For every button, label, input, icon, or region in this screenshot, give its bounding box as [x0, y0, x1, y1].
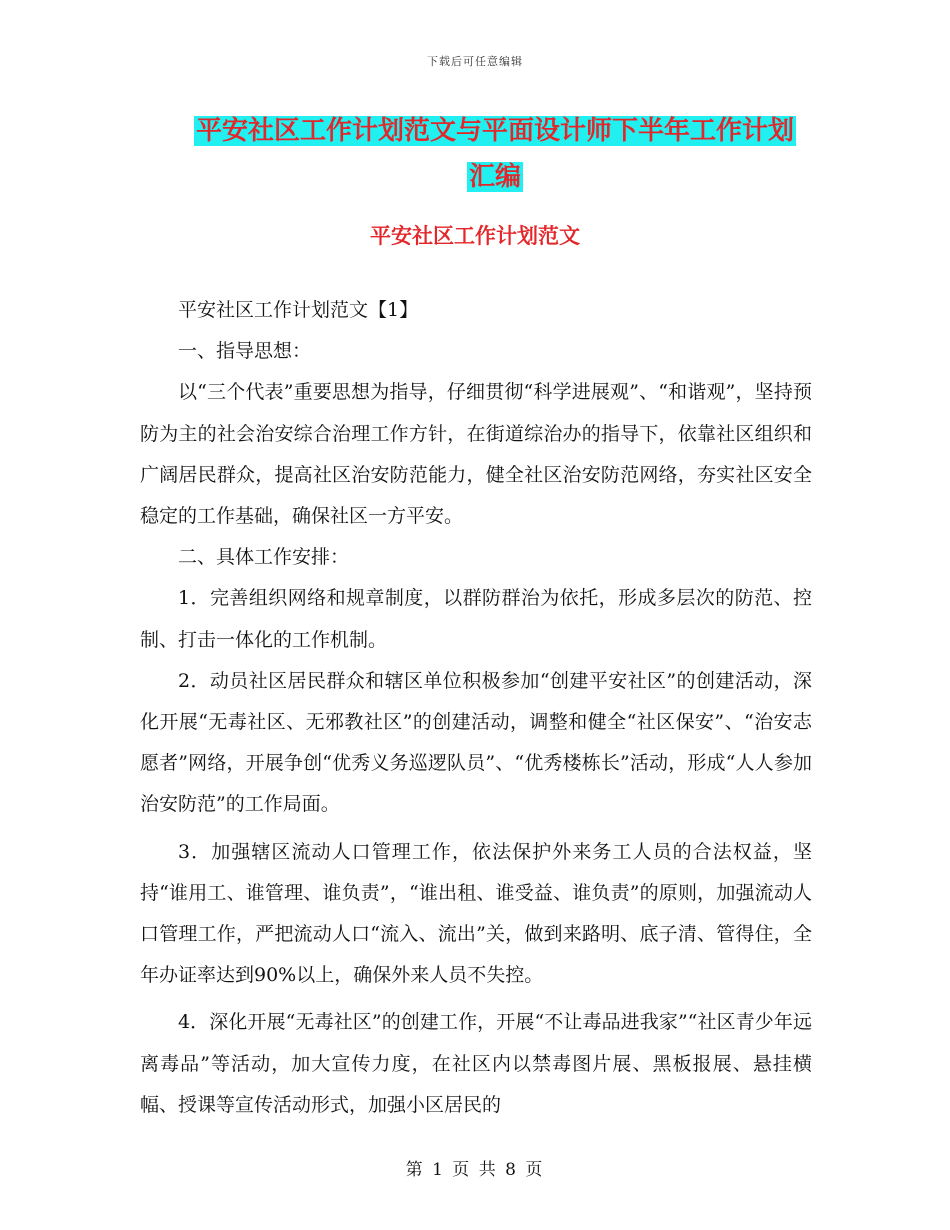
page-number: 第 1 页 共 8 页 [405, 1160, 545, 1180]
paragraph-item-1: 1．完善组织网络和规章制度，以群防群治为依托，形成多层次的防范、控制、打击一体化的工作机制。 [140, 587, 812, 651]
paragraph-heading-plan: 平安社区工作计划范文【1】 [178, 299, 419, 321]
paragraph-item-2: 2．动员社区居民群众和辖区单位积极参加“创建平安社区”的创建活动，深化开展“无毒社区、无邪教社区”的创建活动，调整和健全“社区保安”、“治安志愿者”网络，开展争创“优秀义务巡逻队员”、“优秀楼栋长”活动，形成“人人参加治安防范”的工作局面。 [140, 669, 812, 816]
document-title [160, 108, 830, 200]
header-note: 下载后可任意编辑 [427, 55, 523, 68]
document-body [140, 290, 812, 1126]
paragraph-item-4: 4．深化开展“无毒社区”的创建工作，开展“不让毒品进我家”“社区青少年远离毒品”等活动，加大宣传力度，在社区内以禁毒图片展、黑板报展、悬挂横幅、授课等宣传活动形式，加强小区居民的 [140, 1011, 812, 1116]
document-title-line-2: 汇编 [468, 162, 521, 192]
section-title: 平安社区工作计划范文 [370, 223, 580, 248]
paragraph-item-3: 3．加强辖区流动人口管理工作，依法保护外来务工人员的合法权益，坚持“谁用工、谁管理、谁负责”，“谁出租、谁受益、谁负责”的原则，加强流动人口管理工作，严把流动人口“流入、流出”关，做到来路明、底子清、管得住，全年办证率达到90%以上，确保外来人员不失控。 [140, 840, 812, 987]
paragraph-heading-guiding-thought: 一、指导思想： [178, 340, 312, 363]
document-title-line-1: 平安社区工作计划范文与平面设计师下半年工作计划 [195, 116, 794, 146]
paragraph-guiding-thought: 以“三个代表”重要思想为指导，仔细贯彻“科学进展观”、“和谐观”，坚持预防为主的社会治安综合治理工作方针，在街道综治办的指导下，依靠社区组织和广阔居民群众，提高社区治安防范能力，健全社区治安防范网络，夯实社区安全稳定的工作基础，确保社区一方平安。 [140, 381, 812, 528]
paragraph-heading-work-arrangement: 二、具体工作安排： [178, 546, 350, 569]
